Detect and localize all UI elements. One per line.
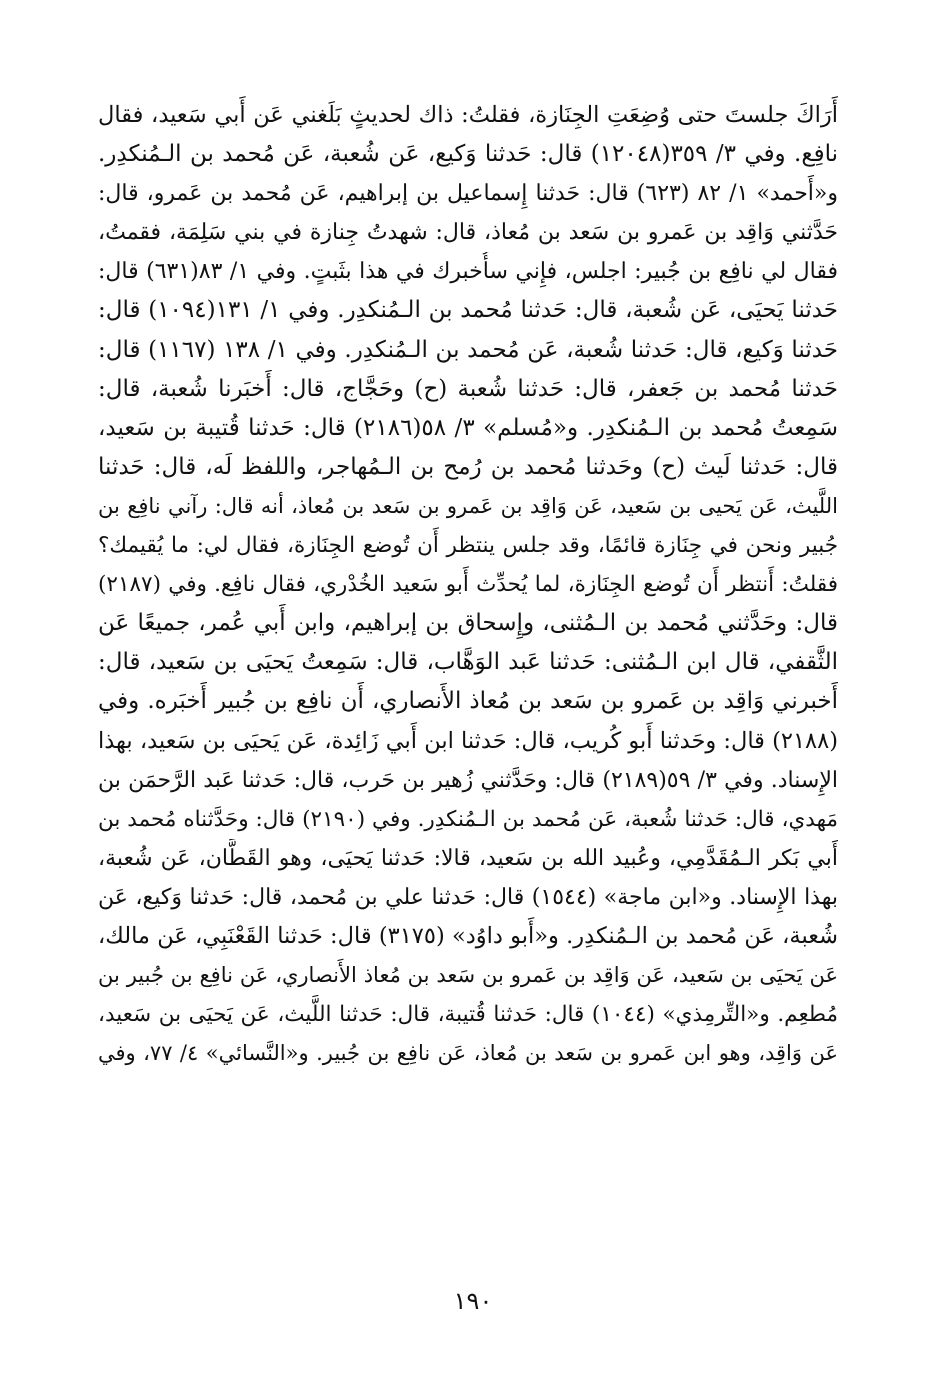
text-line-11: اللَّيث، عَن يَحيى بن سَعيد، عَن وَاقِد بن عَمرو بن سَعد بن مُعاذ، أنه قال: رآني نافِع بن: [98, 493, 838, 518]
text-line-15: الثَّقفي، قال ابن الـمُثنى: حَدثنا عَبد الوَهَّاب، قال: سَمِعتُ يَحيَى بن سَعيد، قال:: [98, 649, 838, 676]
text-line-14: قال: وحَدَّثني مُحمد بن الـمُثنى، وإِسحاق بن إبراهيم، وابن أَبي عُمر، جميعًا عَن: [98, 610, 838, 637]
text-line-5: فقال لي نافِع بن جُبير: اجلس، فإِني سأُخبرك في هذا بثَبتٍ. وفي ١/ ٨٣(٦٣١) قال:: [98, 259, 838, 285]
text-line-9: سَمِعتُ مُحمد بن الـمُنكدِر. و«مُسلم» ٣/ ٥٨(٢١٨٦) قال: حَدثنا قُتيبة بن سَعيد،: [98, 414, 838, 441]
text-line-25: عَن وَاقِد، وهو ابن عَمرو بن سَعد بن مُعاذ، عَن نافِع بن جُبير. و«النَّسائي» ٤/ ٧٧، وفي: [98, 1041, 838, 1066]
text-line-8: حَدثنا مُحمد بن جَعفر، قال: حَدثنا شُعبة (ح) وحَجَّاج، قال: أَخبَرنا شُعبة، قال:: [98, 375, 838, 402]
text-line-16: أَخبرني وَاقِد بن عَمرو بن سَعد بن مُعاذ الأَنصاري، أَن نافِع بن جُبير أَخبَره. وفي: [98, 688, 838, 715]
text-line-22: شُعبة، عَن مُحمد بن الـمُنكدِر. و«أَبو داوُد» (٣١٧٥) قال: حَدثنا القَعْنَبِي، عَن مالك،: [98, 922, 838, 949]
text-line-4: حَدَّثني وَاقِد بن عَمرو بن سَعد بن مُعاذ، قال: شهدتُ جِنازة في بني سَلِمَة، فقمتُ،: [98, 220, 838, 246]
text-line-13: فقلتُ: أَنتظر أَن تُوضع الجِنَازة، لما يُحدِّث أَبو سَعيد الخُدْري، فقال نافِع. وفي (٢١٨٧): [98, 572, 838, 598]
text-line-17: (٢١٨٨) قال: وحَدثنا أَبو كُريب، قال: حَدثنا ابن أَبي زَائِدة، عَن يَحيَى بن سَعيد، بهذا: [98, 727, 838, 754]
text-line-24: مُطعِم. و«التِّرمِذي» (١٠٤٤) قال: حَدثنا قُتيبة، قال: حَدثنا اللَّيث، عَن يَحيَى بن سَعيد،: [98, 1002, 838, 1028]
text-line-21: بهذا الإِسناد. و«ابن ماجة» (١٥٤٤) قال: حَدثنا علي بن مُحمد، قال: حَدثنا وَكيع، عَن: [98, 884, 838, 910]
text-line-18: الإِسناد. وفي ٣/ ٥٩(٢١٨٩) قال: وحَدَّثني زُهير بن حَرب، قال: حَدثنا عَبد الرَّحمَن بن: [98, 767, 838, 793]
text-line-23: عَن يَحيَى بن سَعيد، عَن وَاقِد بن عَمرو بن سَعد بن مُعاذ الأَنصاري، عَن نافِع بن جُبير بن: [98, 963, 838, 988]
text-line-7: حَدثنا وَكيع، قال: حَدثنا شُعبة، عَن مُحمد بن الـمُنكدِر. وفي ١/ ١٣٨ (١١٦٧) قال:: [98, 336, 838, 363]
text-line-19: مَهدي، قال: حَدثنا شُعبة، عَن مُحمد بن الـمُنكدِر. وفي (٢١٩٠) قال: وحَدَّثناه مُحمد بن: [98, 806, 838, 832]
text-line-3: و«أَحمد» ١/ ٨٢ (٦٢٣) قال: حَدثنا إِسماعيل بن إبراهيم، عَن مُحمد بن عَمرو، قال:: [98, 181, 838, 207]
text-line-10: قال: حَدثنا لَيث (ح) وحَدثنا مُحمد بن رُمح بن الـمُهاجر، واللفظ لَه، قال: حَدثنا: [98, 453, 838, 480]
page-number: ١٩٠: [453, 1287, 493, 1315]
text-line-20: أَبي بَكر الـمُقَدَّمِي، وعُبيد الله بن سَعيد، قالا: حَدثنا يَحيَى، وهو القَطَّان، عَن شُعبة،: [98, 845, 838, 871]
text-line-12: جُبير ونحن في جِنَازة قائمًا، وقد جلس ينتظر أَن تُوضع الجِنَازة، فقال لي: ما يُقيمك؟: [98, 533, 838, 559]
body-text: [98, 96, 838, 1073]
text-line-6: حَدثنا يَحيَى، عَن شُعبة، قال: حَدثنا مُحمد بن الـمُنكدِر. وفي ١/ ١٣١(١٠٩٤) قال:: [98, 297, 838, 324]
text-line-1: أَرَاكَ جلستَ حتى وُضِعَتِ الجِنَازة، فقلتُ: ذاك لحديثٍ بَلَغني عَن أَبي سَعيد، فقال: [98, 102, 838, 128]
text-line-2: نافِع. وفي ٣/ ٣٥٩(١٢٠٤٨) قال: حَدثنا وَكيع، عَن شُعبة، عَن مُحمد بن الـمُنكدِر.: [98, 141, 838, 168]
